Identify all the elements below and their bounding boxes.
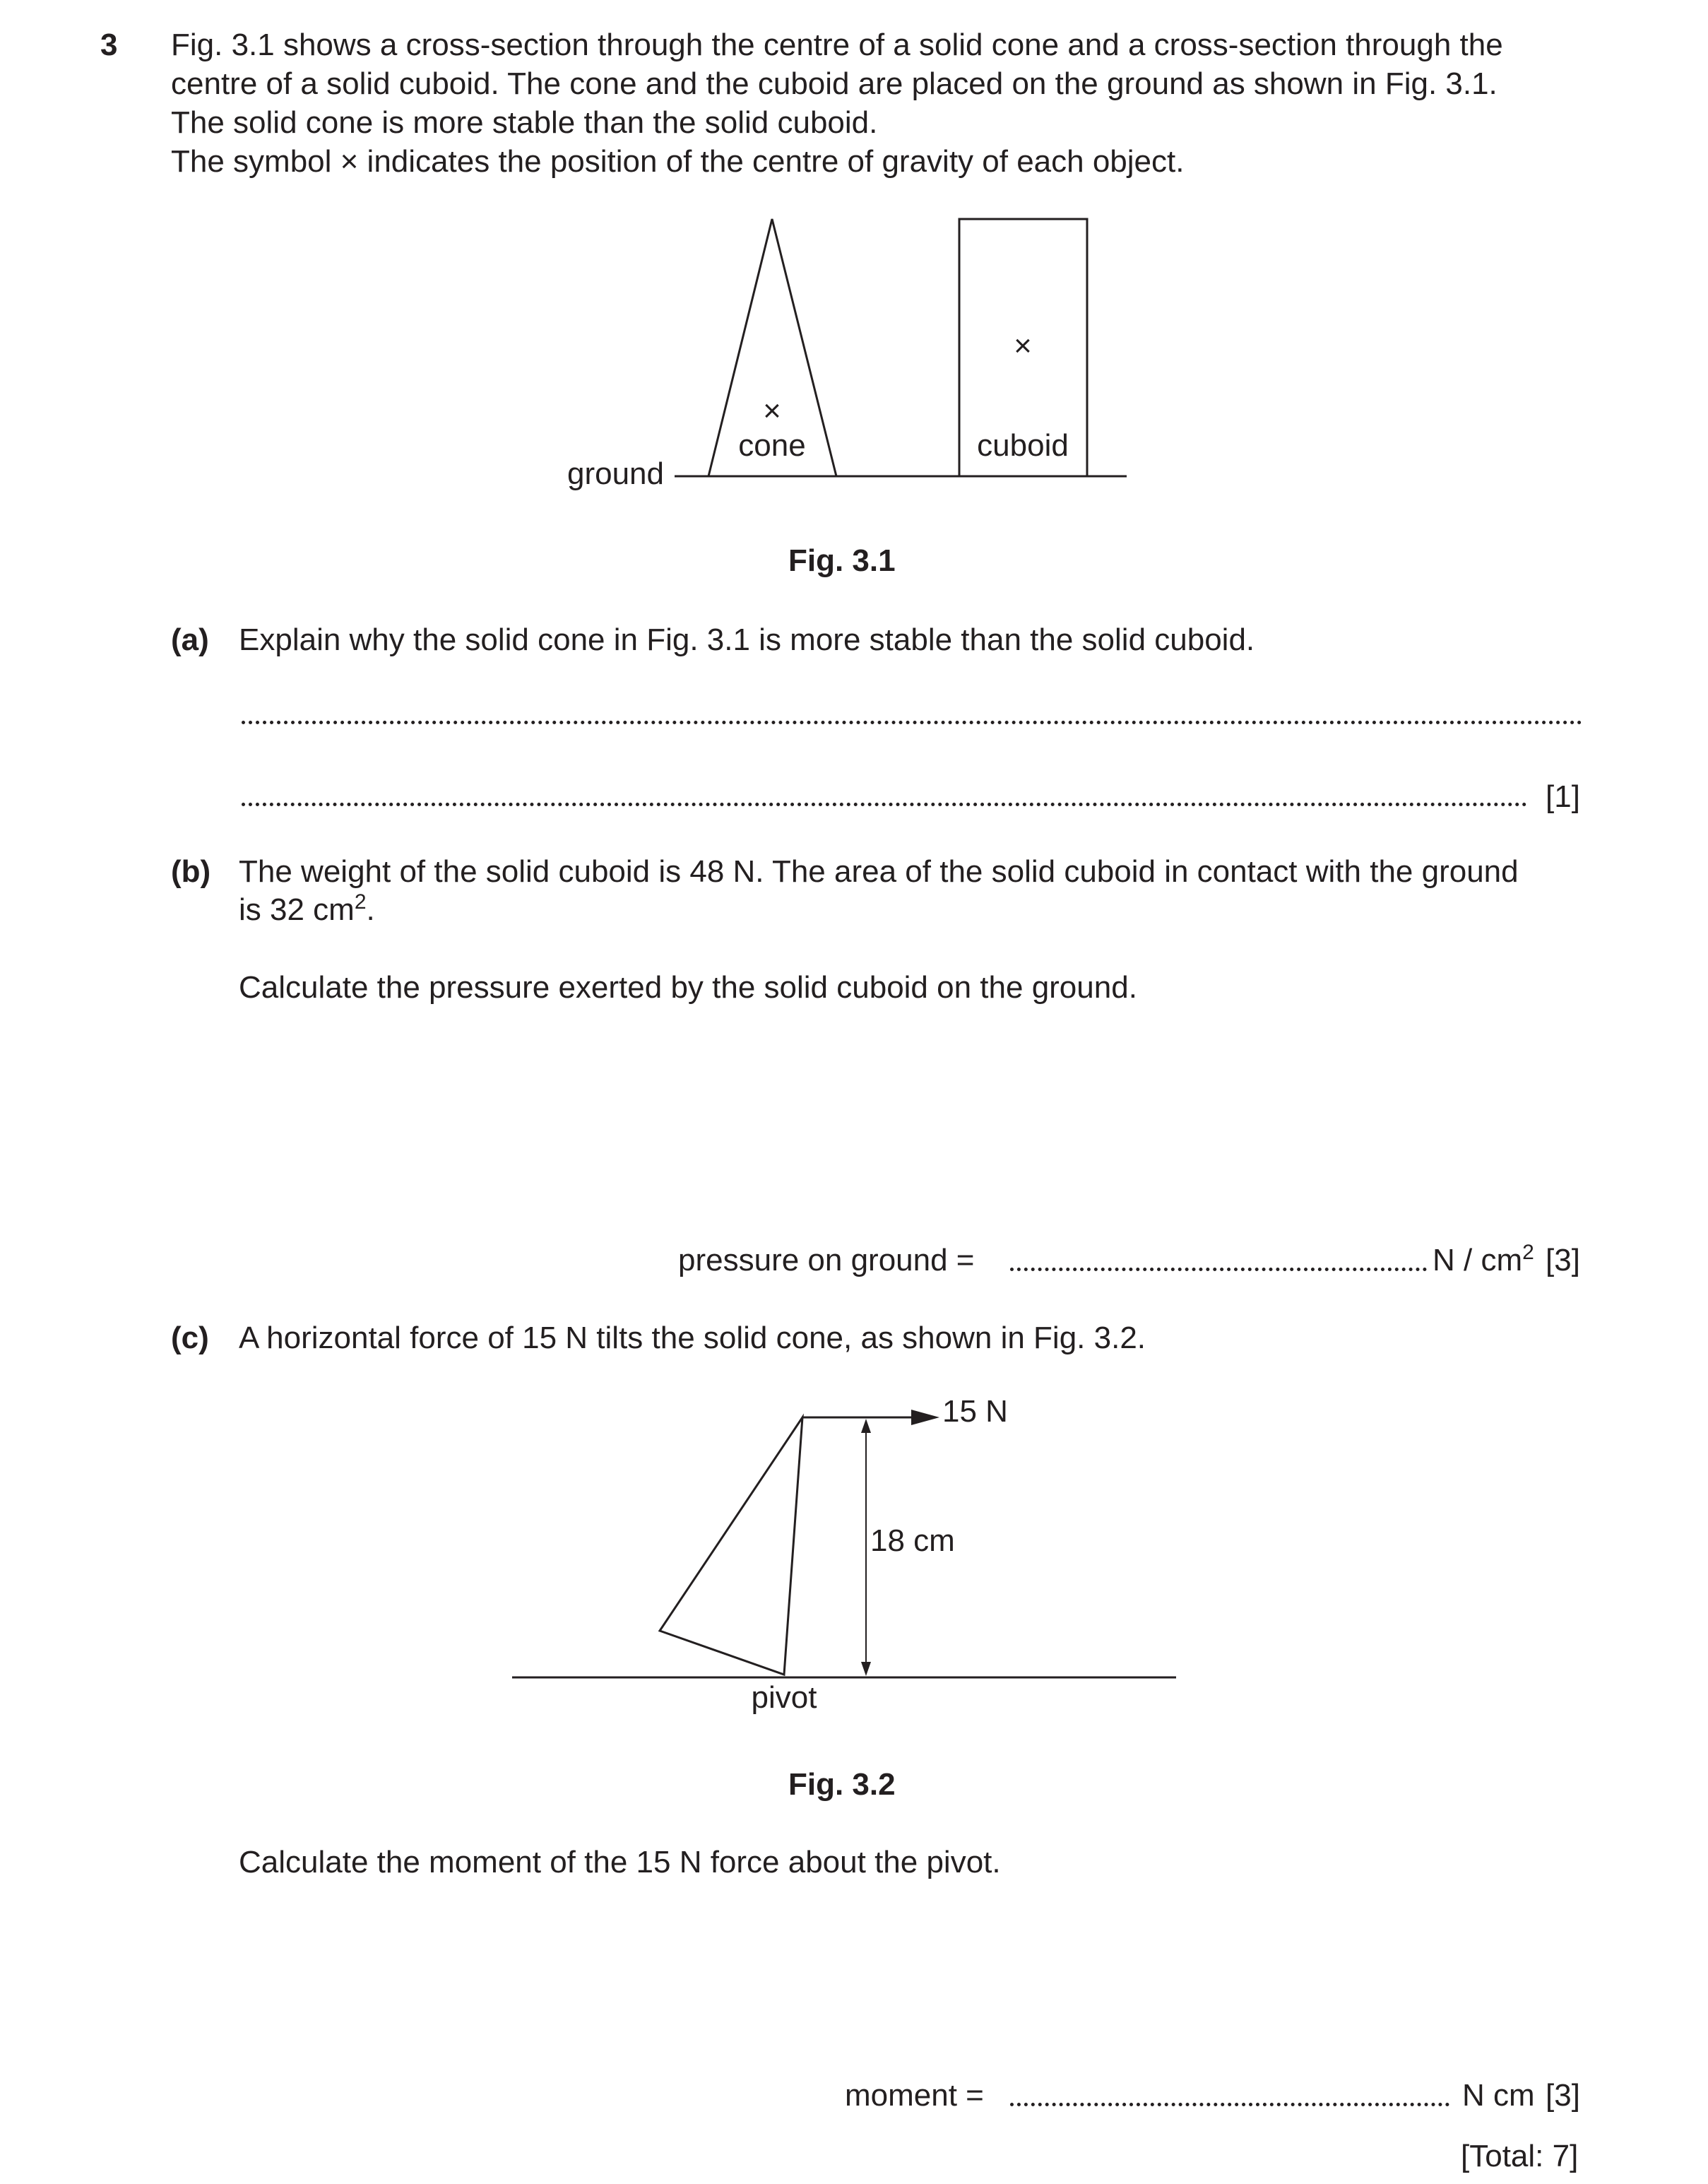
tilted-cone-cross-section [660,1417,802,1675]
intro-line: The solid cone is more stable than the solid cuboid. [171,105,878,140]
part-b-label: (b) [171,854,211,889]
part-c-instruction: Calculate the moment of the 15 N force about the pivot. [239,1845,1001,1879]
pivot-label: pivot [751,1680,817,1715]
part-b-text-line2: is 32 $cm^2$. [239,890,375,927]
dimension-arrowhead-bottom [861,1662,871,1676]
part-a-text: Explain why the solid cone in Fig. 3.1 is more stable than the solid cuboid. [239,622,1255,657]
cuboid-centre-of-gravity-marker: × [1014,329,1032,363]
total-marks: [Total: 7] [1461,2139,1579,2173]
part-c-text: A horizontal force of 15 N tilts the solid cone, as shown in Fig. 3.2. [239,1321,1146,1355]
cuboid-label: cuboid [977,428,1069,463]
part-c-label: (c) [171,1321,209,1355]
intro-line: Fig. 3.1 shows a cross-section through the centre of a solid cone and a cross-section through the [171,28,1503,62]
fig-3-2-caption: Fig. 3.2 [788,1767,896,1802]
moment-answer-field[interactable] [1010,2103,1449,2106]
cone-label: cone [738,428,806,463]
pressure-answer-label: pressure on ground = [678,1243,975,1277]
part-c-marks: [3] [1546,2078,1580,2113]
part-a-label: (a) [171,622,209,657]
height-label: 18 cm [870,1523,955,1558]
fig-3-1-caption: Fig. 3.1 [788,543,896,578]
dimension-arrowhead-top [861,1419,871,1433]
force-arrowhead [911,1410,939,1425]
intro-line: centre of a solid cuboid. The cone and the cuboid are placed on the ground as shown in Fig. 3.1. [171,66,1498,101]
pressure-answer-unit: N / $cm^2$ [1433,1241,1534,1277]
part-b-instruction: Calculate the pressure exerted by the solid cuboid on the ground. [239,970,1137,1005]
part-a-marks: [1] [1546,779,1580,814]
moment-answer-unit: N cm [1462,2078,1535,2113]
moment-answer-label: moment = [845,2078,984,2113]
question-number: 3 [100,28,118,62]
part-b-text-line1: The weight of the solid cuboid is 48 N. The area of the solid cuboid in contact with the ground [239,854,1519,889]
cone-centre-of-gravity-marker: × [763,394,781,428]
force-label: 15 N [942,1394,1008,1429]
part-b-marks: [3] [1546,1243,1580,1277]
intro-line: The symbol × indicates the position of the centre of gravity of each object. [171,144,1185,179]
ground-label: ground [567,456,664,491]
